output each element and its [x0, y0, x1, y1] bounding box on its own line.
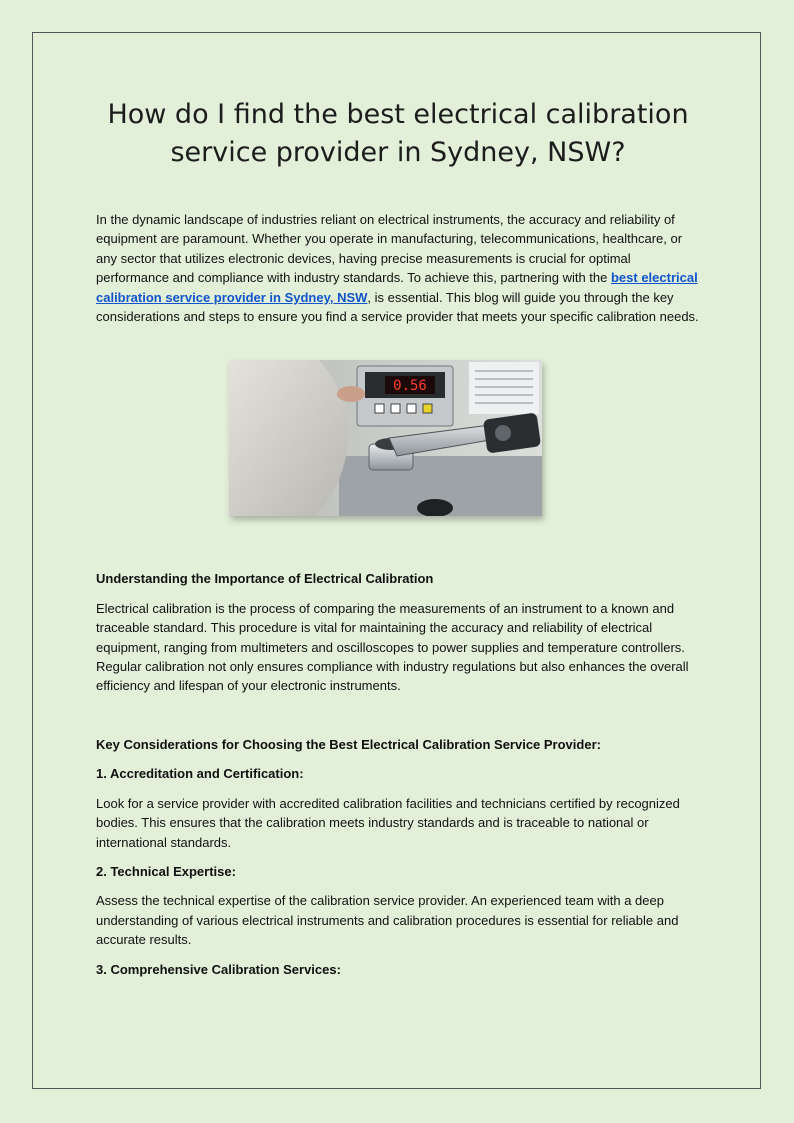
consideration-title-expertise: 2. Technical Expertise:: [96, 863, 236, 879]
consideration-title-accreditation: 1. Accreditation and Certification:: [96, 766, 304, 782]
consideration-body-expertise: Assess the technical expertise of the calibration service provider. An experienced team with a deep understanding of various electrical instruments and calibration procedures is essential for reliable and accurate results.: [96, 893, 679, 948]
provider-link[interactable]: best electrical calibration service provider in Sydney, NSW: [96, 270, 698, 305]
consideration-body-accreditation: Look for a service provider with accredited calibration facilities and technicians certified by recognized bodies. This ensures that the calibration meets industry standards and is traceable to national or international standards.: [96, 795, 680, 850]
intro-paragraph: [96, 210, 700, 326]
document-body: [96, 96, 700, 979]
section-body-importance: Electrical calibration is the process of comparing the measurements of an instrument to a known and traceable standard. This procedure is vital for maintaining the accuracy and reliability of electrical equipment, ranging from multimeters and oscilloscopes to power supplies and temperature controllers. Regular calibration not only ensures compliance with industry regulations but also enhances the overall efficiency and lifespan of your electronic instruments.: [96, 600, 689, 694]
intro-text-start: In the dynamic landscape of industries reliant on electrical instruments, the accuracy and reliability of equipment are paramount. Whether you operate in manufacturing, telecommunications, healthcare, or any sector that utilizes electronic devices, having precise measurements is crucial for optimal performance and compliance with industry standards. To achieve this, partnering with the: [96, 212, 683, 286]
section-heading-considerations: Key Considerations for Choosing the Best Electrical Calibration Service Provider:: [96, 736, 601, 752]
calibration-photo: [229, 360, 542, 516]
calibration-photo-graphic: [229, 360, 542, 516]
meter-display-reading: 0.56: [393, 378, 427, 395]
section-heading-importance: Understanding the Importance of Electrical Calibration: [96, 571, 434, 587]
consideration-title-services: 3. Comprehensive Calibration Services:: [96, 961, 341, 977]
intro-text-end: , is essential. This blog will guide you through the key considerations and steps to ensure you find a service provider that meets your specific calibration needs.: [96, 289, 699, 325]
page-title: How do I find the best electrical calibration service provider in Sydney, NSW?: [107, 99, 689, 168]
